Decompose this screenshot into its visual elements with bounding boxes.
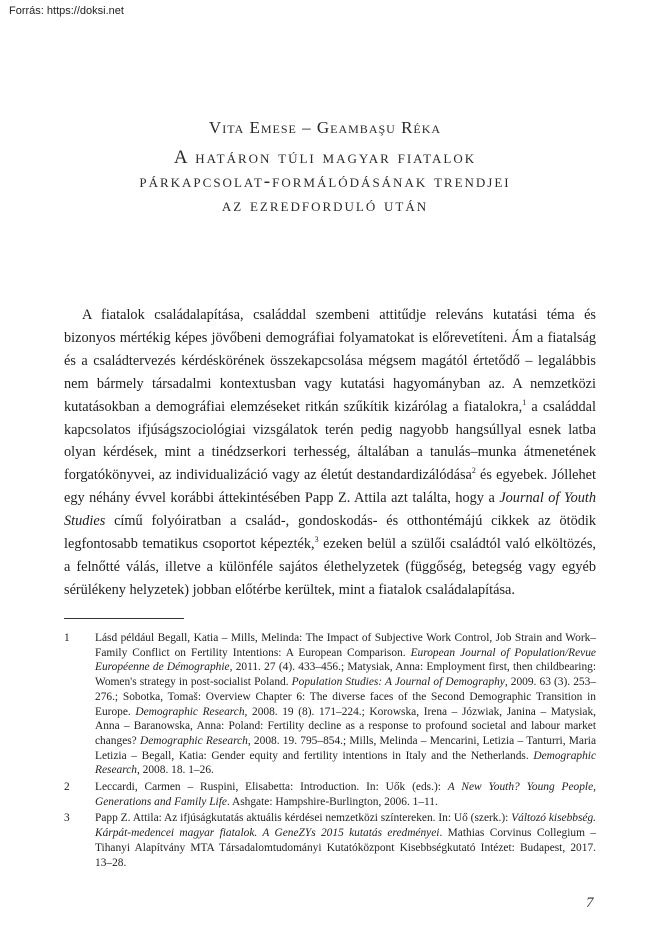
footnote-number: 3 <box>64 812 70 825</box>
footnote <box>64 811 596 870</box>
citation-title: Demographic Research <box>135 705 245 718</box>
citation-title: Demographic Research <box>140 734 248 747</box>
citation-title: Változó kisebbség. Kárpát-medencei magyar fiatalok. A GeneZYs 2015 kutatás eredményei <box>95 812 596 840</box>
authors: Vita Emese – Geambaşu Réka <box>208 118 442 137</box>
citation-title: European Journal of Population/Revue Européenne de Démographie <box>95 646 596 674</box>
footnote-number: 1 <box>64 632 70 644</box>
footnote-text: Leccardi, Carmen – Ruspini, Elisabetta: Introduction. In: Uők (eds.): <box>95 781 448 794</box>
footnote-ref[interactable]: 3 <box>314 535 319 545</box>
journal-name: Journal of Youth Studies <box>64 490 596 530</box>
footnote-text: , 2011. 27 (4). 433–456.; Matysiak, Anna: Employment first, then childbearing: Women's strategy in post-socialist Poland. <box>95 661 596 689</box>
article-title <box>0 146 650 218</box>
footnote-text: Lásd például Begall, Katia – Mills, Melinda: The Impact of Subjective Work Control, Job Strain and Work–Family Conflict on Fertility Intentions: A European Comparison. <box>95 632 596 659</box>
footnote-text: . Mathias Corvinus Collegium – Tihanyi Alapítvány MTA Társadalomtudományi Kutatóközpont Kisebbségkutató Intézet: Budapest, 2017. 13–28. <box>95 827 596 869</box>
footnote <box>64 631 596 778</box>
footnote-ref[interactable]: 2 <box>471 466 476 476</box>
footnote-text: , 2008. 19 (8). 171–224.; Korowska, Irena – Józwiak, Janina – Matysiak, Anna – Baranowska, Anna: Poland: Fertility decline as a response to profound societal and labour market changes? <box>95 705 596 747</box>
source-label: Forrás: https://doksi.net <box>9 5 124 17</box>
footnote <box>64 780 596 809</box>
body-text: és egyebek. Jóllehet egy néhány évvel korábbi áttekintésében Papp Z. Attila azt találta, hogy a <box>64 467 596 507</box>
footnote-divider <box>64 618 184 619</box>
footnote-text: , 2008. 18. 1–26. <box>136 764 214 777</box>
citation-title: A New Youth? Young People, Generations and Family Life <box>95 781 596 808</box>
footnote-text: Papp Z. Attila: Az ifjúságkutatás aktuális kérdései nemzetközi színtereken. In: Uő (szerk.): <box>95 812 512 825</box>
page-number: 7 <box>586 895 594 911</box>
title-line: az ezredforduló után <box>221 195 429 216</box>
footnote-ref[interactable]: 1 <box>522 397 527 407</box>
citation-title: Population Studies: A Journal of Demography <box>291 676 505 689</box>
footnotes <box>64 631 596 872</box>
footnote-text: , 2008. 19. 795–854.; Mills, Melinda – Mencarini, Letizia – Tanturri, Maria Letizia – Begall, Katia: Gender equity and fertility intentions in Italy and the Netherlands. <box>95 734 597 762</box>
body-paragraph <box>64 304 596 602</box>
title-line: párkapcsolat-formálódásának trendjei <box>139 171 511 192</box>
title-line: A határon túli magyar fiatalok <box>173 147 477 168</box>
footnote-text: , 2009. 63 (3). 253–276.; Sobotka, Tomaš: Overview Chapter 6: The diverse faces of the Second Demographic Transition in Europe. <box>95 676 597 718</box>
body-text: a családdal kapcsolatos ifjúságszociológiai vizsgálatok terén pedig nagyobb hangsúllyal esnek latba olyan kérdések, mint a tinédzserkori terhesség, általában a tanulás–munka átmenetének forgatókönyvei, az individualizáció vagy az életút destandardizálódása <box>64 398 597 484</box>
body-text: ezeken belül a szülői családtól való elköltözés, a felnőtté válás, illetve a különféle sajátos élethelyzetek (függőség, betegség vagy egyéb sérülékeny helyzetek) jobban előtérbe kerültek, mint a fiatalok családalapítása. <box>64 536 597 598</box>
citation-title: Demographic Research <box>95 749 596 777</box>
body-text: A fiatalok családalapítása, családdal szembeni attitűdje releváns kutatási téma és bizonyos mértékig képes jövőbeni demográfiai folyamatokat is előrevetíteni. Ám a fiatalság és a családtervezés kérdéskörének összekapcsolása mégsem magától értetődő – legalábbis nem bármely társadalmi kontextusban vagy kutatási hagyományban az. A nemzetközi kutatásokban a demográfiai elemzéseket ritkán szűkítik kizárólag a fiatalokra, <box>64 307 596 415</box>
footnote-number: 2 <box>64 781 70 794</box>
footnote-text: . Ashgate: Hampshire-Burlington, 2006. 1–11. <box>226 795 438 808</box>
body-text: című folyóiratban a család-, gondoskodás- és otthontémájú cikkek az ötödik legfontosabb tematikus csoportot képezték, <box>64 513 596 553</box>
